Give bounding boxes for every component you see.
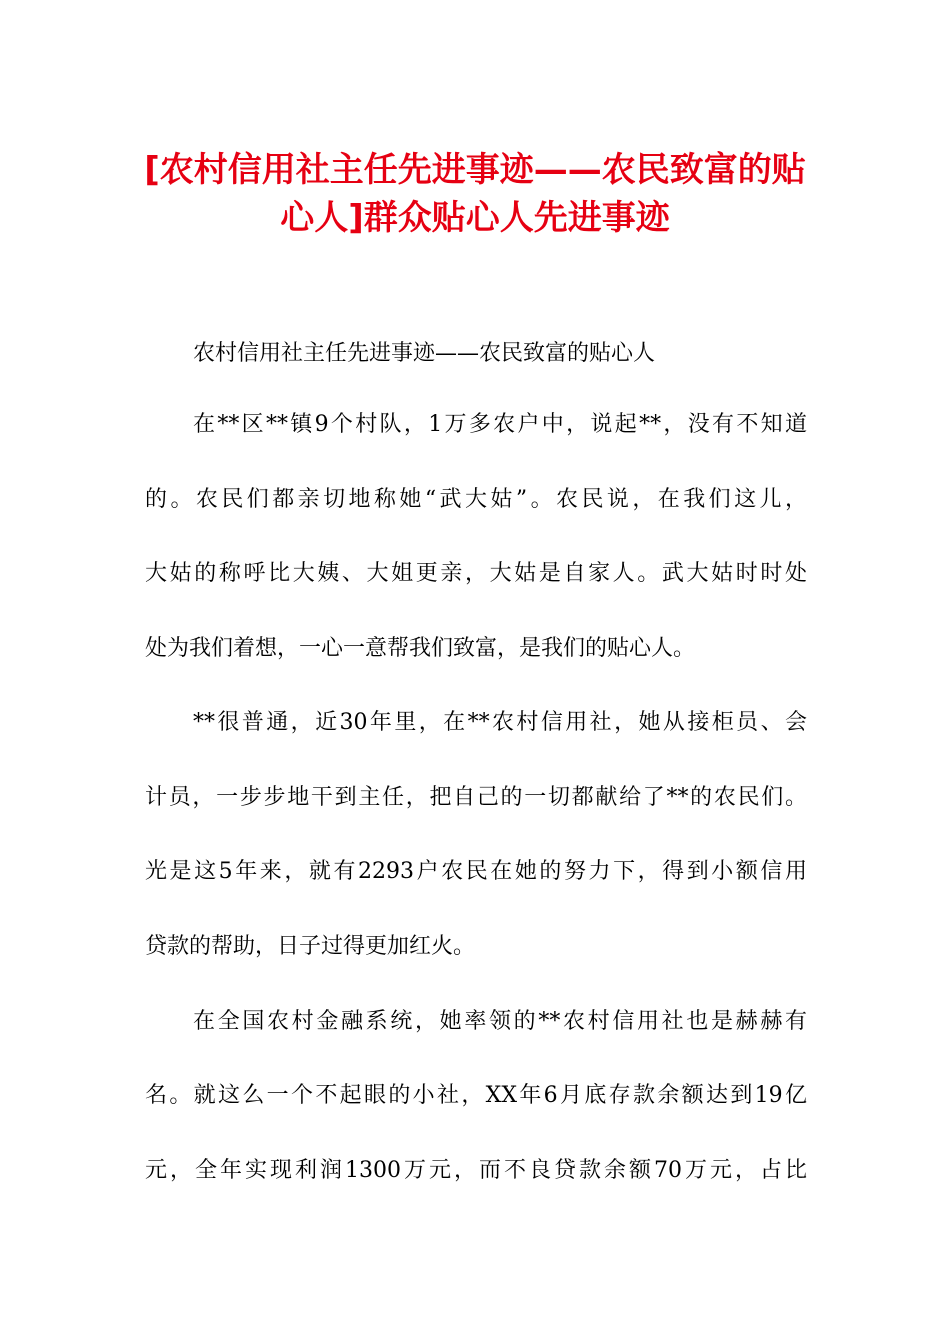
document-title <box>130 146 820 242</box>
paragraph-2-line-3: 光是这5年来，就有2293户农民在她的努力下，得到小额信用 <box>145 859 807 884</box>
paragraph-1-line-2: 的。农民们都亲切地称她“武大姑”。农民说，在我们这儿， <box>145 487 807 512</box>
paragraph-1-line-4: 处为我们着想，一心一意帮我们致富，是我们的贴心人。 <box>145 636 696 661</box>
paragraph-2-line-1: **很普通，近30年里，在**农村信用社，她从接柜员、会 <box>193 710 807 735</box>
title-line-1: [农村信用社主任先进事迹——农民致富的贴 <box>144 150 806 190</box>
paragraph-3-line-1: 在全国农村金融系统，她率领的**农村信用社也是赫赫有 <box>193 1009 807 1034</box>
paragraph-1-line-1: 在**区**镇9个村队，1万多农户中，说起**，没有不知道 <box>193 412 807 437</box>
paragraph-1-line-3: 大姑的称呼比大姨、大姐更亲，大姑是自家人。武大姑时时处 <box>145 561 807 586</box>
subheading: 农村信用社主任先进事迹——农民致富的贴心人 <box>193 341 656 366</box>
paragraph-2-line-2: 计员，一步步地干到主任，把自己的一切都献给了**的农民们。 <box>145 785 807 810</box>
title-line-2: 心人]群众贴心人先进事迹 <box>280 198 670 238</box>
paragraph-2-line-4: 贷款的帮助，日子过得更加红火。 <box>145 934 476 959</box>
paragraph-3-line-3: 元，全年实现利润1300万元，而不良贷款余额70万元，占比 <box>145 1158 807 1183</box>
paragraph-3-line-2: 名。就这么一个不起眼的小社，XX年6月底存款余额达到19亿 <box>145 1083 807 1108</box>
